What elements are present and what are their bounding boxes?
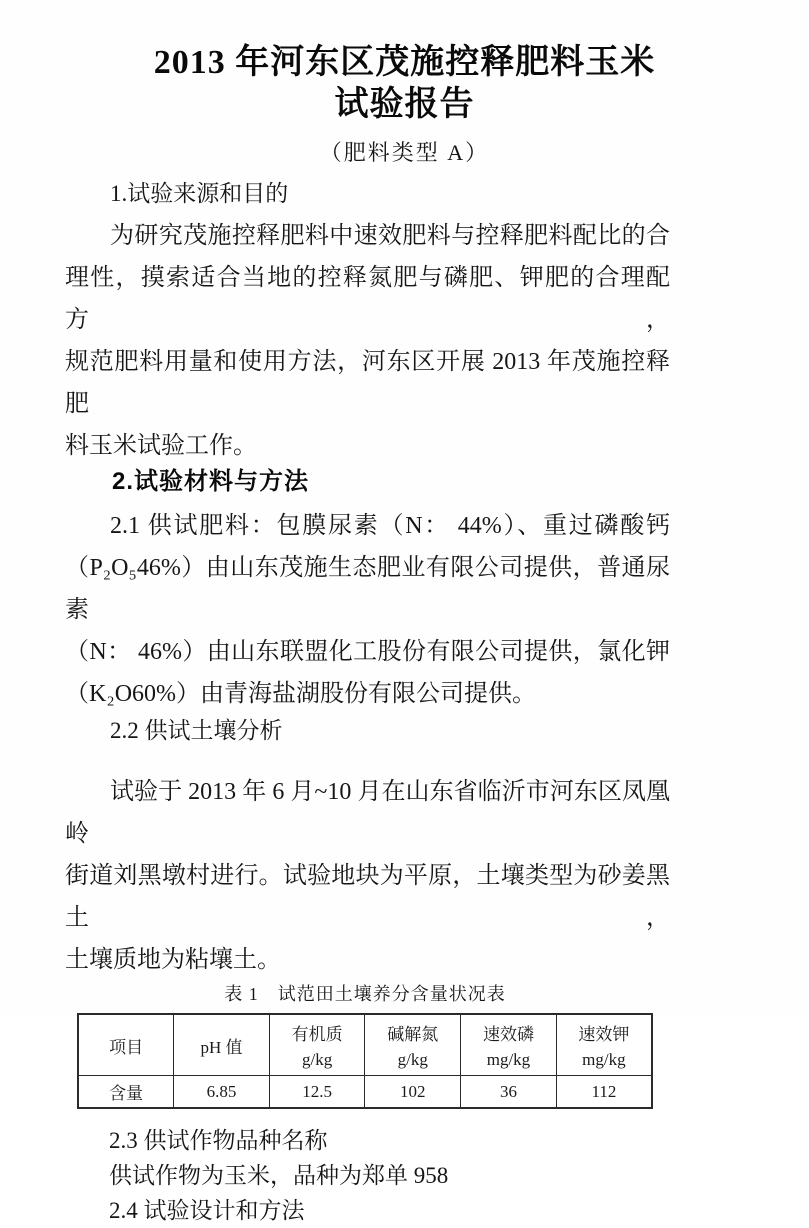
paragraph-line: 理性，摸索适合当地的控释氮肥与磷肥、钾肥的合理配方， bbox=[65, 265, 670, 333]
table-header-cell bbox=[78, 1014, 174, 1076]
available-phosphorus-cell: 36 bbox=[461, 1076, 557, 1109]
section-2-1-paragraph bbox=[65, 505, 670, 715]
soil-nutrient-table bbox=[77, 1013, 653, 1109]
report-title-line2: 试验报告 bbox=[334, 86, 475, 123]
column-header-label: 有机质 bbox=[291, 1025, 343, 1044]
paragraph-line: 规范肥料用量和使用方法，河东区开展 2013 年茂施控释肥 bbox=[65, 349, 670, 417]
section-2-heading: 2.试验材料与方法 bbox=[112, 468, 310, 495]
paragraph-line: 为研究茂施控释肥料中速效肥料与控释肥料配比的合 bbox=[110, 223, 670, 249]
section-1-paragraph bbox=[65, 215, 670, 467]
report-title-line1: 2013 年河东区茂施控释肥料玉米 bbox=[153, 44, 656, 81]
table-header-cell bbox=[461, 1014, 557, 1076]
paragraph-line: 土壤质地为粘壤土。 bbox=[65, 947, 281, 973]
column-header-unit: mg/kg bbox=[582, 1050, 626, 1069]
section-2-3-heading: 2.3 供试作物品种名称 bbox=[109, 1128, 328, 1153]
table-caption: 表 1 试范田土壤养分含量状况表 bbox=[224, 984, 506, 1004]
fertilizer-type-subtitle: （肥料类型 A） bbox=[319, 140, 490, 165]
column-header-label: 碱解氮 bbox=[387, 1025, 439, 1044]
organic-matter-cell: 12.5 bbox=[269, 1076, 365, 1109]
section-1-heading: 1.试验来源和目的 bbox=[110, 181, 289, 206]
section-2-2-heading: 2.2 供试土壤分析 bbox=[110, 718, 283, 743]
table-header-cell bbox=[556, 1014, 652, 1076]
row-label-cell: 含量 bbox=[78, 1076, 174, 1109]
ph-value-cell: 6.85 bbox=[174, 1076, 270, 1109]
paragraph-line: 2.1 供试肥料：包膜尿素（N： 44%）、重过磷酸钙 bbox=[110, 513, 670, 539]
table-row bbox=[78, 1076, 652, 1109]
section-2-3-text: 供试作物为玉米，品种为郑单 958 bbox=[109, 1163, 449, 1188]
available-potassium-cell: 112 bbox=[556, 1076, 652, 1109]
paragraph-line: （K₂O60%）由青海盐湖股份有限公司提供。 bbox=[65, 681, 537, 707]
paragraph-line: 料玉米试验工作。 bbox=[65, 433, 257, 459]
table-header-cell bbox=[269, 1014, 365, 1076]
column-header-label: 速效钾 bbox=[578, 1025, 630, 1044]
section-2-4-heading: 2.4 试验设计和方法 bbox=[109, 1198, 305, 1223]
section-2-2-paragraph bbox=[65, 771, 670, 981]
column-header-unit: g/kg bbox=[302, 1050, 333, 1069]
paragraph-line: （P₂O₅46%）由山东茂施生态肥业有限公司提供，普通尿素 bbox=[65, 555, 670, 623]
column-header-label: 项目 bbox=[109, 1037, 144, 1057]
paragraph-line: 街道刘黑墩村进行。试验地块为平原，土壤类型为砂姜黑土， bbox=[65, 863, 670, 931]
paragraph-line: （N： 46%）由山东联盟化工股份有限公司提供，氯化钾 bbox=[65, 639, 670, 665]
paragraph-line: 试验于 2013 年 6 月~10 月在山东省临沂市河东区凤凰岭 bbox=[65, 779, 670, 847]
table-header-cell bbox=[174, 1014, 270, 1076]
table-header-cell bbox=[365, 1014, 461, 1076]
table-header-row bbox=[78, 1014, 652, 1076]
column-header-label: pH 值 bbox=[200, 1037, 243, 1057]
alkali-nitrogen-cell: 102 bbox=[365, 1076, 461, 1109]
column-header-label: 速效磷 bbox=[482, 1025, 534, 1044]
column-header-unit: g/kg bbox=[397, 1050, 428, 1069]
column-header-unit: mg/kg bbox=[486, 1050, 531, 1069]
